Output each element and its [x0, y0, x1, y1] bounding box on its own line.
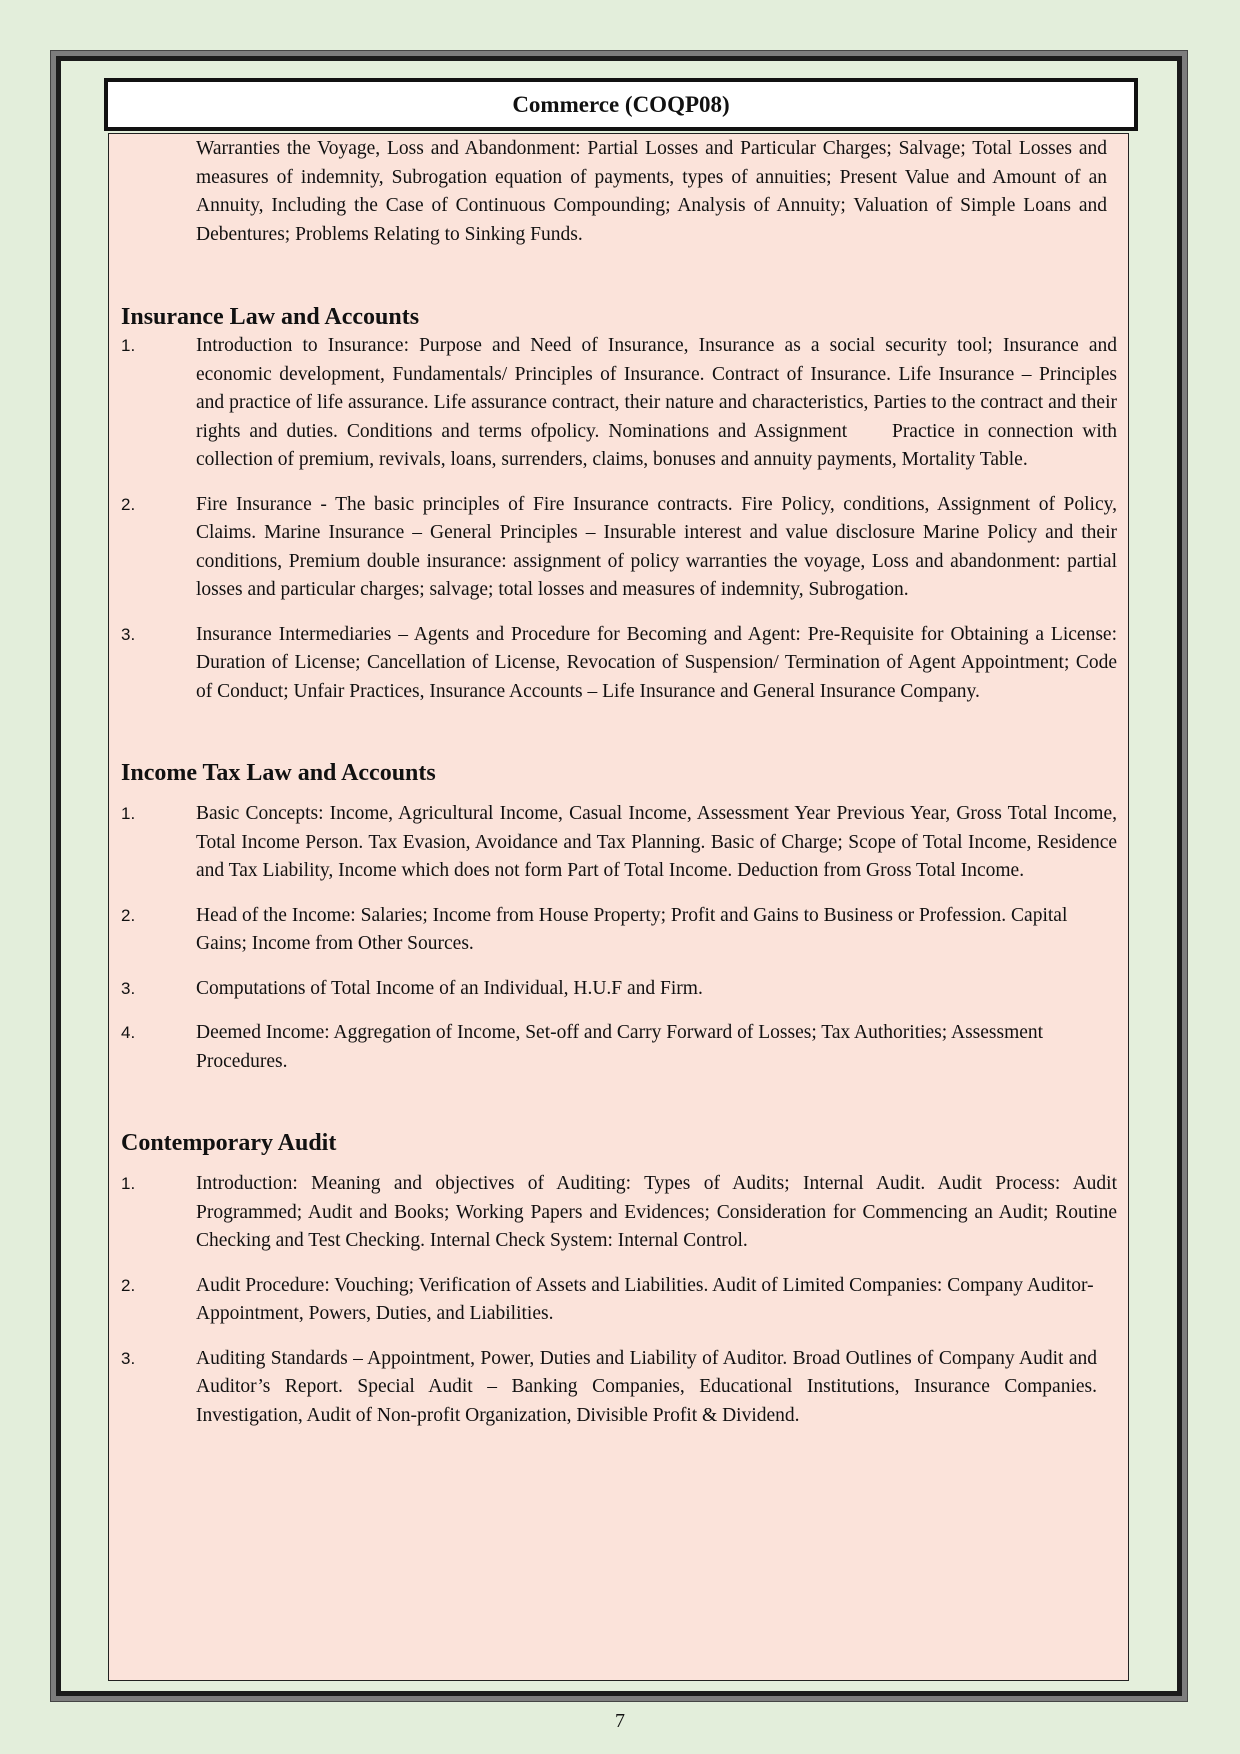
item-number: 2. [121, 1275, 136, 1295]
item-number: 3. [121, 1348, 136, 1368]
item-text: Basic Concepts: Income, Agricultural Income, Casual Income, Assessment Year Previous Year, Gross Total Income, Total Income Person. Tax Evasion, Avoidance and Tax Planning. Basic of Charge; Scope of Total Income, Residence and Tax Liability, Income which does not form Part of Total Income. Deduction from Gross Total Income. [196, 803, 1117, 881]
section-heading-insurance: Insurance Law and Accounts [121, 304, 420, 330]
item-number: 1. [121, 1174, 136, 1193]
item-number: 2. [121, 905, 136, 925]
item-text: Deemed Income: Aggregation of Income, Set-off and Carry Forward of Losses; Tax Authorities; Assessment Procedures. [196, 1022, 1044, 1072]
list-item [121, 1019, 1117, 1076]
item-number: 3. [121, 624, 136, 644]
page-number: 7 [615, 1710, 625, 1732]
intro-paragraph: Warranties the Voyage, Loss and Abandonment: Partial Losses and Particular Charges; Salvage; Total Losses and measures of indemnity, Subrogation equation of payments, types of annuities; Present Value and Amount of an Annuity, Including the Case of Continuous Compounding; Analysis of Annuity; Valuation of Simple Loans and Debentures; Problems Relating to Sinking Funds. [196, 138, 1107, 245]
item-text: Introduction to Insurance: Purpose and Need of Insurance, Insurance as a social security tool; Insurance and economic development, Fundamentals/ Principles of Insurance. Contract of Insurance. Life Insurance – Principles and practice of life assurance. Life assurance contract, their nature and characteristics, Parties to the contract and their rights and duties. Conditions and terms ofpolicy. Nominations and Assignment Practice in connection with collection of premium, revivals, loans, surrenders, claims, bonuses and annuity payments, Mortality Table. [196, 335, 1122, 470]
list-item [121, 975, 1117, 1004]
list-item [121, 1345, 1117, 1431]
item-number: 1. [121, 804, 136, 823]
list-item [121, 1170, 1117, 1256]
syllabus-content [121, 133, 1122, 1430]
item-text: Computations of Total Income of an Individual, H.U.F and Firm. [196, 977, 703, 999]
item-text: Introduction: Meaning and objectives of Auditing: Types of Audits; Internal Audit. Audit Process: Audit Programmed; Audit and Books; Working Papers and Evidences; Consideration for Commencing an Audit; Routine Checking and Test Checking. Internal Check System: Internal Control. [196, 1173, 1117, 1251]
section-heading-income-tax: Income Tax Law and Accounts [121, 760, 436, 786]
list-item [121, 902, 1117, 959]
list-item [121, 491, 1117, 605]
page-title-box [104, 78, 1138, 131]
section-heading-audit: Contemporary Audit [121, 1130, 337, 1156]
item-text: Fire Insurance - The basic principles of Fire Insurance contracts. Fire Policy, conditions, Assignment of Policy, Claims. Marine Insurance – General Principles – Insurable interest and value disclosure Marine Policy and their conditions, Premium double insurance: assignment of policy warranties the voyage, Loss and abandonment: partial losses and particular charges; salvage; total losses and measures of indemnity, Subrogation. [196, 493, 1117, 600]
item-text: Head of the Income: Salaries; Income from House Property; Profit and Gains to Business or Profession. Capital Gains; Income from Other Sources. [196, 904, 1068, 954]
list-item [121, 800, 1117, 886]
item-text: Insurance Intermediaries – Agents and Procedure for Becoming and Agent: Pre-Requisite for Obtaining a License: Duration of License; Cancellation of License, Revocation of Suspension/ Termination of Agent Appointment; Code of Conduct; Unfair Practices, Insurance Accounts – Life Insurance and General Insurance Company. [196, 623, 1117, 702]
item-text: Audit Procedure: Vouching; Verification of Assets and Liabilities. Audit of Limited Companies: Company Auditor- Appointment, Powers, Duties, and Liabilities. [196, 1274, 1094, 1324]
item-number: 1. [121, 336, 136, 355]
item-text: Auditing Standards – Appointment, Power, Duties and Liability of Auditor. Broad Outlines of Company Audit and Auditor’s Report. Special Audit – Banking Companies, Educational Institutions, Insurance Companies. Investigation, Audit of Non-profit Organization, Divisible Profit & Dividend. [196, 1347, 1097, 1426]
item-number: 3. [121, 978, 136, 998]
list-item [121, 621, 1117, 707]
item-number: 4. [121, 1023, 136, 1042]
list-item [121, 332, 1122, 475]
item-number: 2. [121, 494, 136, 514]
list-item [121, 1272, 1117, 1329]
page-title: Commerce (COQP08) [512, 91, 730, 117]
